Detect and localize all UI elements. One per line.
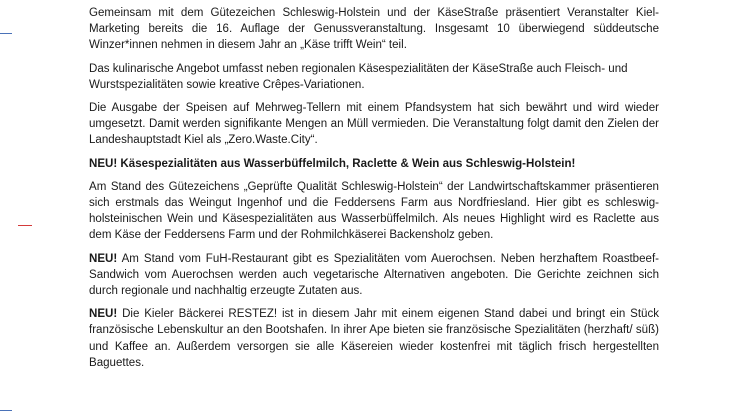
text-line: Roastbeef-Sandwich vom Auerochsen werden auch vegetarische Alternativen angeboten. Die Gerichte	[89, 252, 659, 281]
margin-mark-blue	[0, 33, 12, 34]
text-line: wieder umgesetzt. Damit werden signifikante Mengen an Müll vermieden. Die Veranstaltung folgt	[89, 102, 659, 131]
text-line: Die Kieler Bäckerei RESTEZ! ist in diesem Jahr mit einem eigenen Stand dabei und bringt ein Stück	[117, 308, 659, 321]
paragraph-culinary	[89, 61, 659, 93]
text-line: wird es Raclette aus dem Käse der Feddersens Farm und der Rohmilchkäserei Backensholz geben.	[89, 213, 660, 242]
text-line: Gemeinsam mit dem Gütezeichen Schleswig-Holstein und der KäseStraße präsentiert Veranstalter Kiel-	[89, 7, 659, 19]
new-label: NEU!	[89, 252, 118, 265]
text-line: Das kulinarische Angebot umfasst neben regionalen Käsespezialitäten der KäseStraße auch Fleisch- und	[89, 62, 628, 75]
document-body	[89, 5, 659, 371]
text-line: es schleswig-holsteinischen Wein und Käsespezialitäten aus Wasserbüffelmilch. Als neues Highlight	[89, 197, 659, 226]
text-line: französische Lebenskultur an den Bootshafen. In ihrer Ape bieten sie französische Spezialitäten	[89, 324, 581, 337]
text-line: damit den Zielen der Landeshauptstadt Kiel als „Zero.Waste.City“.	[89, 118, 660, 147]
text-line: Marketing bereits die 16. Auflage der Genussveranstaltung. Insgesamt 10 überwiegend süddeutsche	[89, 23, 659, 36]
section-headline	[89, 156, 659, 172]
text-line: zeichnen sich durch regionale und nachhaltig erzeugte Zutaten aus.	[89, 268, 659, 298]
text-line: (herzhaft/ süß) und Kaffee an. Außerdem versorgen sie alle Käsereien wieder kostenfrei mit täglich	[89, 324, 659, 353]
paragraph-restez	[89, 306, 659, 371]
text-line: Wurstspezialitäten sowie kreative Crêpes-Variationen.	[89, 78, 365, 91]
text-line: Am Stand des Gütezeichens „Geprüfte Qualität Schleswig-Holstein“ der Landwirtschaftskammer	[89, 180, 591, 193]
margin-mark-red	[18, 225, 32, 226]
text-line: frisch hergestellten Baguettes.	[89, 340, 659, 369]
paragraph-reusable	[89, 100, 659, 149]
text-line: Winzer*innen nehmen in diesem Jahr an „Käse trifft Wein“ teil.	[89, 39, 407, 52]
paragraph-guetezeichen	[89, 179, 659, 244]
margin-mark-blue	[0, 410, 12, 411]
text-line: präsentieren sich erstmals das Weingut Ingenhof und die Feddersens Farm aus Nordfriesland. Hier gibt	[89, 180, 659, 210]
new-label: NEU!	[89, 308, 118, 321]
headline-text: NEU! Käsespezialitäten aus Wasserbüffelmilch, Raclette & Wein aus Schleswig-Holstein!	[89, 157, 576, 170]
paragraph-fuh	[89, 251, 659, 300]
text-line: Am Stand vom FuH-Restaurant gibt es Spezialitäten vom Auerochsen. Neben herzhaftem	[117, 252, 598, 265]
text-line: Die Ausgabe der Speisen auf Mehrweg-Tellern mit einem Pfandsystem hat sich bewährt und wird	[89, 102, 620, 115]
paragraph-intro	[89, 5, 659, 54]
